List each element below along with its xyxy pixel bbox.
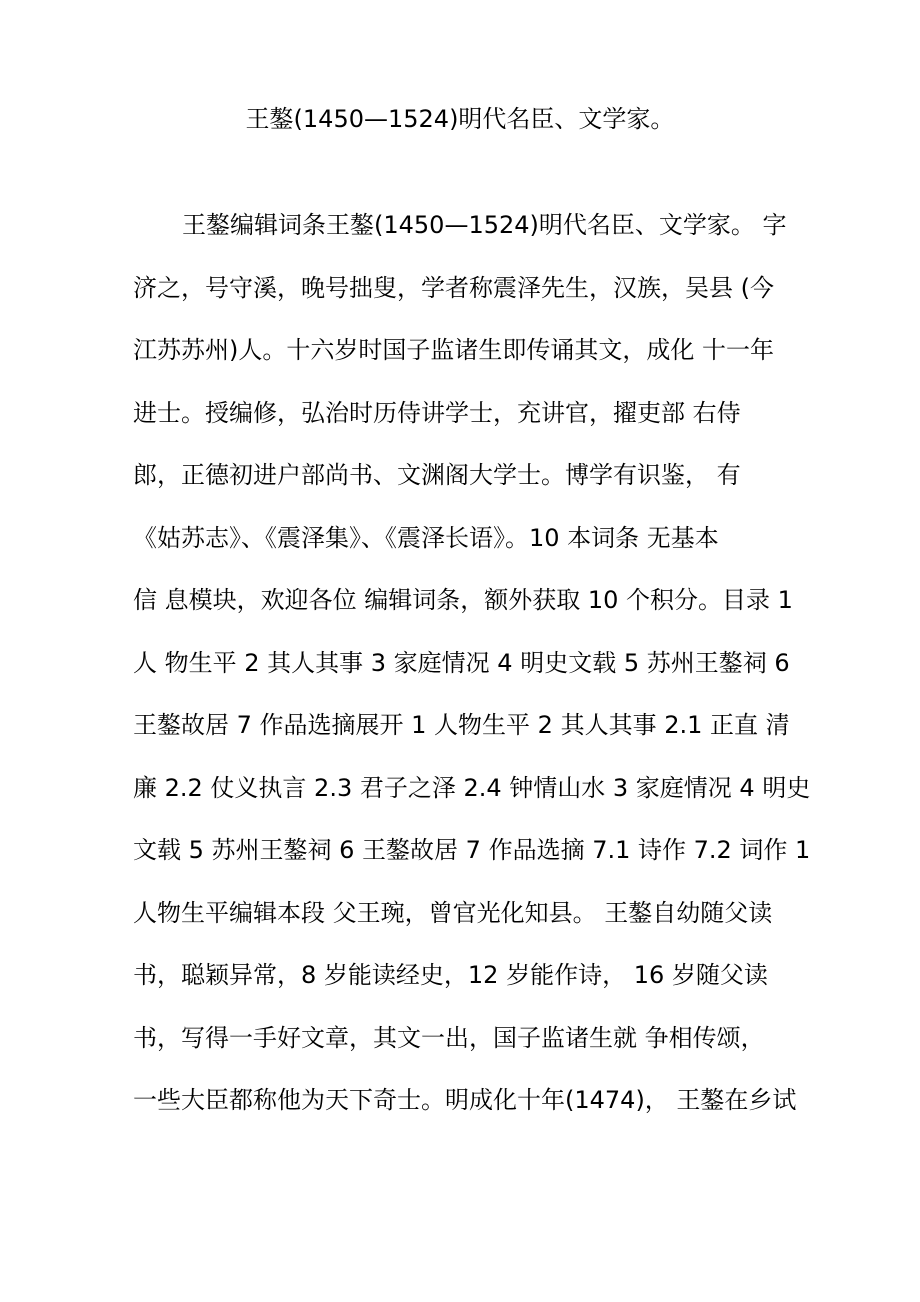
body-line: 一些大臣都称他为天下奇士。明成化十年(1474)， 王鏊在乡试 xyxy=(133,1086,797,1114)
body-line: 书，聪颖异常，8 岁能读经史，12 岁能作诗， 16 岁随父读 xyxy=(133,961,768,989)
body-line: 廉 2.2 仗义执言 2.3 君子之泽 2.4 钟情山水 3 家庭情况 4 明史 xyxy=(133,773,811,802)
body-line: 人物生平编辑本段 父王琬，曾官光化知县。 王鏊自幼随父读 xyxy=(133,898,773,927)
document-body xyxy=(133,207,823,1145)
body-line: 江苏苏州)人。十六岁时国子监诸生即传诵其文，成化 十一年 xyxy=(133,336,774,364)
body-line: 书，写得一手好文章，其文一出，国子监诸生就 争相传颂， xyxy=(133,1023,765,1052)
body-line: 文载 5 苏州王鏊祠 6 王鏊故居 7 作品选摘 7.1 诗作 7.2 词作 1 xyxy=(133,836,811,864)
document-title: 王鏊(1450—1524)明代名臣、文学家。 xyxy=(245,105,675,133)
body-line: 《姑苏志》、《震泽集》、《震泽长语》。10 本词条 无基本 xyxy=(133,523,719,552)
body-line: 济之，号守溪，晚号拙叟，学者称震泽先生，汉族，吴县 (今 xyxy=(133,273,774,302)
body-line: 王鏊故居 7 作品选摘展开 1 人物生平 2 其人其事 2.1 正直 清 xyxy=(133,711,790,739)
body-line: 郎，正德初进户部尚书、文渊阁大学士。博学有识鉴， 有 xyxy=(133,461,741,489)
body-line: 进士。授编修，弘治时历侍讲学士，充讲官，擢吏部 右侍 xyxy=(133,398,741,427)
body-line: 人 物生平 2 其人其事 3 家庭情况 4 明史文载 5 苏州王鏊祠 6 xyxy=(133,648,790,677)
body-line: 信 息模块，欢迎各位 编辑词条，额外获取 10 个积分。目录 1 xyxy=(133,586,793,614)
body-line: 王鏊编辑词条王鏊(1450—1524)明代名臣、文学家。 字 xyxy=(182,211,787,239)
